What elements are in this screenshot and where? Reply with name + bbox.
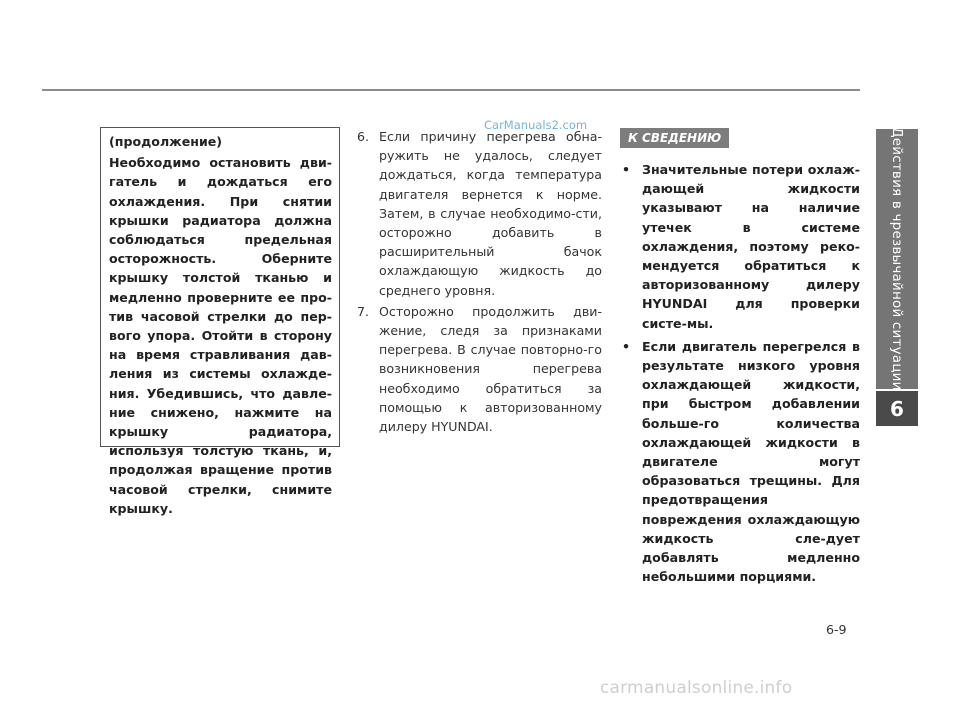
page-number: 6-9 [826, 622, 847, 637]
chapter-title: Действия в чрезвычайной ситуации [889, 127, 905, 391]
bullet-icon: • [622, 338, 631, 354]
bullet-icon: • [622, 162, 631, 177]
chapter-side-tab [876, 129, 918, 389]
watermark-large: carmanualsonline.info [600, 678, 793, 698]
notice-bullet [620, 160, 860, 333]
caution-body: Необходимо остановить дви-гатель и дождаться его охлаждения. При снятии крышки радиатора должна соблюдаться предельная осторожность. Оберните крышку толстой тканью и медленно проверните ее про-тив часовой стрелки до пер-вого упора. Отойти в сторону на время стравливания дав-ления из системы охлажде-ния. Убедившись, что давле-ние снижено, нажмите на крышку радиатора, используя толстую ткань, и, продолжая вращение против часовой стрелки, снимите крышку. [109, 155, 332, 516]
notice-column [620, 127, 860, 590]
steps-column [357, 127, 602, 438]
step-item [357, 302, 602, 436]
step-number: 7. [357, 303, 370, 319]
step-text: Осторожно продолжить дви-жение, следя за признаками перегрева. В случае повторно-го возникновения перегрева необходимо обратиться за помощью к авторизованному дилеру HYUNDAI. [379, 303, 602, 435]
chapter-number-badge: 6 [876, 391, 918, 426]
step-item [357, 127, 602, 300]
top-divider [42, 89, 860, 91]
caution-heading: (продолжение) [109, 134, 223, 149]
step-text: Если причину перегрева обна-ружить не удалось, следует дождаться, когда температура двигателя вернется к норме. Затем, в случае необходимо-сти, осторожно добавить в расширительный бачок охлаждающую жидкость до среднего уровня. [379, 129, 602, 298]
watermark-small: CarManuals2.com [484, 118, 588, 132]
bullet-text: Если двигатель перегрелся в результате низкого уровня охлаждающей жидкости, при быстром добавлении больше-го количества охлаждающей жидкости в двигателе могут образоваться трещины. Для предотвращения повреждения охлаждающую жидкость сле-дует добавлять медленно небольшими порциями. [642, 338, 860, 585]
notice-badge: К СВЕДЕНИЮ [620, 128, 729, 148]
caution-box [100, 127, 340, 516]
step-number: 6. [357, 129, 370, 144]
notice-bullet [620, 337, 860, 587]
bullet-text: Значительные потери охлаж-дающей жидкости указывают на наличие утечек в системе охлаждения, поэтому реко-мендуется обратиться к авторизованному дилеру HYUNDAI для проверки систе-мы. [642, 162, 860, 331]
